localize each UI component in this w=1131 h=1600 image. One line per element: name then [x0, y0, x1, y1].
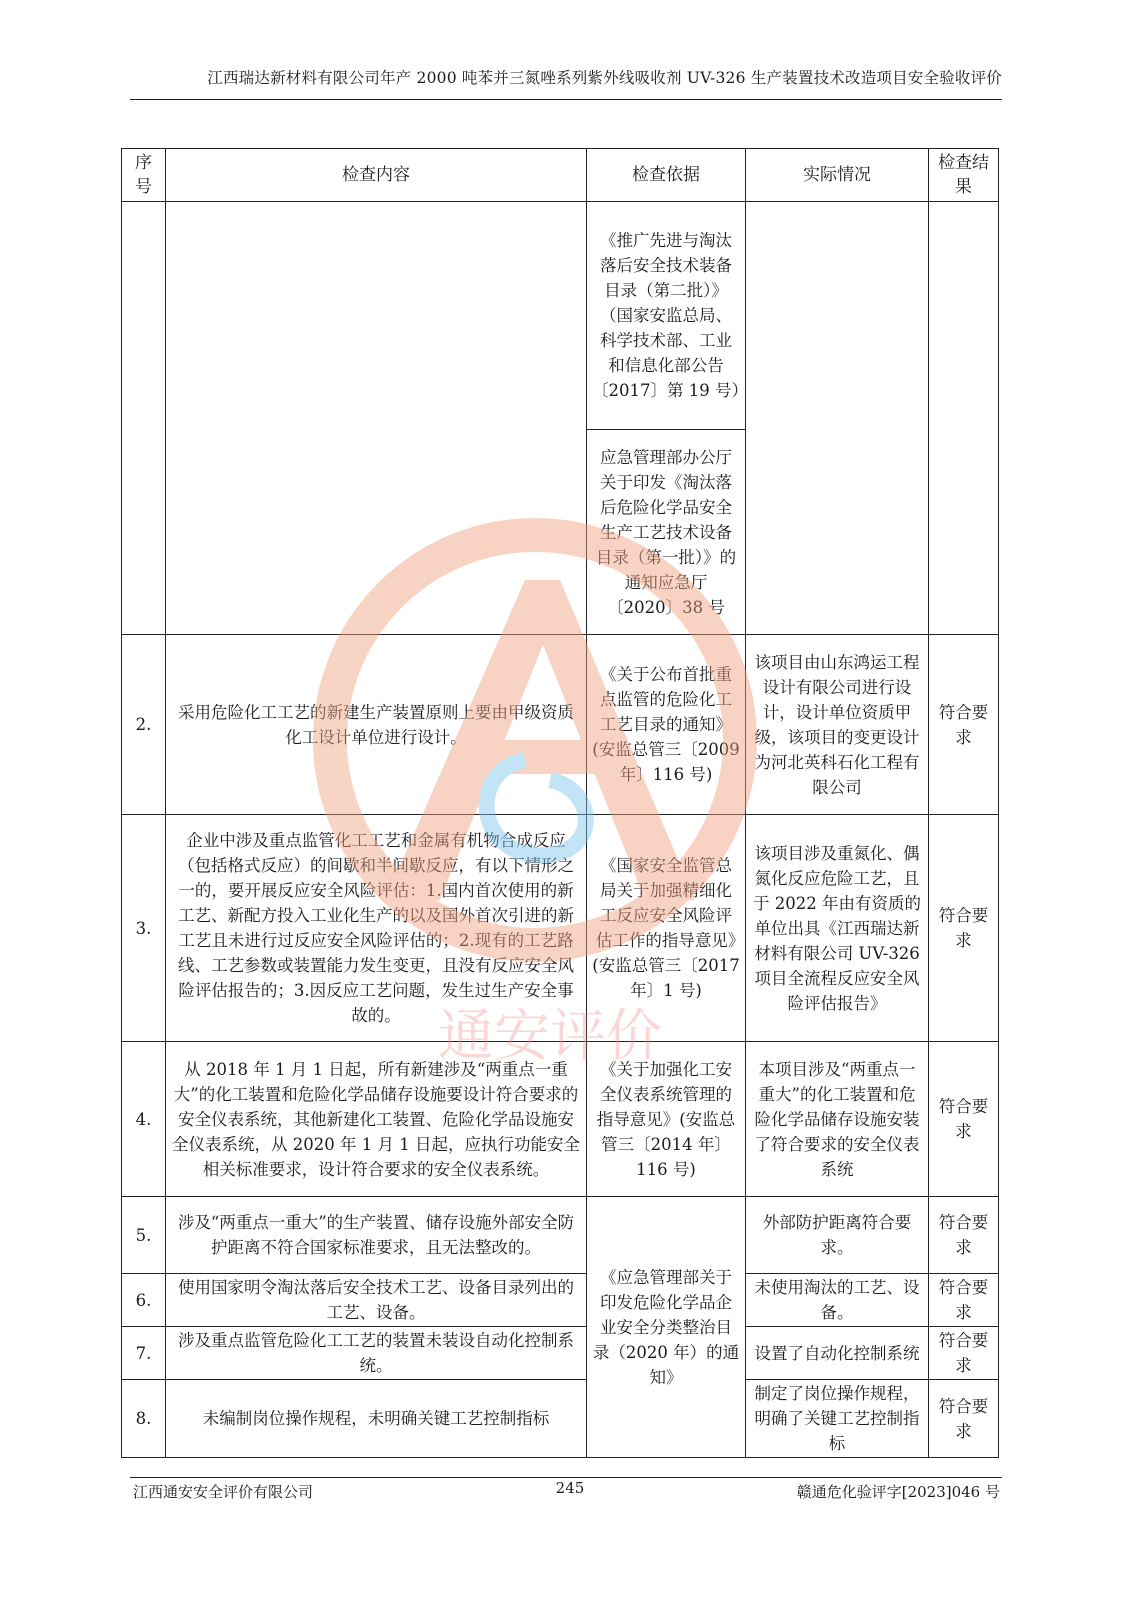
cont-actual-cell — [746, 202, 929, 635]
header-content: 检查内容 — [166, 149, 587, 202]
result-cell: 符合要求 — [929, 1327, 999, 1380]
actual-cell: 制定了岗位操作规程，明确了关键工艺控制指标 — [746, 1380, 929, 1458]
actual-cell: 本项目涉及“两重点一重大”的化工装置和危险化学品储存设施安装了符合要求的安全仪表系统 — [746, 1042, 929, 1197]
actual-cell: 未使用淘汰的工艺、设备。 — [746, 1274, 929, 1327]
table-header-row — [122, 149, 999, 202]
basis-cell: 《关于公布首批重点监管的危险化工工艺目录的通知》(安监总管三〔2009 年〕116 号) — [587, 635, 746, 815]
seq-cell: 2. — [122, 635, 166, 815]
actual-cell: 该项目由山东鸿运工程设计有限公司进行设计，设计单位资质甲级，该项目的变更设计为河北英科石化工程有限公司 — [746, 635, 929, 815]
seq-cell: 7. — [122, 1327, 166, 1380]
basis-cell: 《推广先进与淘汰落后安全技术装备目录（第二批）》（国家安监总局、科学技术部、工业和信息化部公告〔2017〕第 19 号） — [587, 202, 746, 430]
content-cell: 企业中涉及重点监管化工工艺和金属有机物合成反应（包括格式反应）的间歇和半间歇反应，有以下情形之一的，要开展反应安全风险评估：1.国内首次使用的新工艺、新配方投入工业化生产的以及国外首次引进的新工艺且未进行过反应安全风险评估的；2.现有的工艺路线、工艺参数或装置能力发生变更，且没有反应安全风险评估报告的；3.因反应工艺问题，发生过生产安全事故的。 — [166, 815, 587, 1042]
table-row — [122, 1274, 999, 1327]
table-row — [122, 635, 999, 815]
seq-cell: 5. — [122, 1197, 166, 1274]
basis-cell: 《国家安全监管总局关于加强精细化工反应安全风险评估工作的指导意见》(安监总管三〔2017 年〕1 号) — [587, 815, 746, 1042]
result-cell: 符合要求 — [929, 635, 999, 815]
header-basis: 检查依据 — [587, 149, 746, 202]
footer-company: 江西通安安全评价有限公司 — [133, 1483, 314, 1501]
table-row — [122, 815, 999, 1042]
cont-seq-cell — [122, 202, 166, 635]
cont-result-cell — [929, 202, 999, 635]
actual-cell: 外部防护距离符合要求。 — [746, 1197, 929, 1274]
basis-cell: 应急管理部办公厅关于印发《淘汰落后危险化学品安全生产工艺技术设备目录（第一批）》的通知应急厅〔2020〕38 号 — [587, 430, 746, 635]
table-row — [122, 1327, 999, 1380]
shared-basis-cell: 《应急管理部关于印发危险化学品企业安全分类整治目录（2020 年）的通知》 — [587, 1197, 746, 1458]
basis-cell: 《关于加强化工安全仪表系统管理的指导意见》(安监总管三〔2014 年〕116 号) — [587, 1042, 746, 1197]
result-cell: 符合要求 — [929, 1274, 999, 1327]
header-divider — [130, 99, 1002, 100]
watermark-stamp-text: 通安评价 — [438, 1004, 662, 1069]
page-header: 江西瑞达新材料有限公司年产 2000 吨苯并三氮唑系列紫外线吸收剂 UV-326 生产装置技术改造项目安全验收评价 — [207, 69, 1002, 87]
actual-cell: 设置了自动化控制系统 — [746, 1327, 929, 1380]
cont-content-cell — [166, 202, 587, 635]
seq-cell: 3. — [122, 815, 166, 1042]
header-actual: 实际情况 — [746, 149, 929, 202]
content-cell: 涉及“两重点一重大”的生产装置、储存设施外部安全防护距离不符合国家标准要求，且无法整改的。 — [166, 1197, 587, 1274]
table-row — [122, 202, 999, 430]
result-cell: 符合要求 — [929, 815, 999, 1042]
content-cell: 采用危险化工工艺的新建生产装置原则上要由甲级资质化工设计单位进行设计。 — [166, 635, 587, 815]
actual-cell: 该项目涉及重氮化、偶氮化反应危险工艺，且于 2022 年由有资质的单位出具《江西瑞达新材料有限公司 UV-326 项目全流程反应安全风险评估报告》 — [746, 815, 929, 1042]
seq-cell: 6. — [122, 1274, 166, 1327]
content-cell: 未编制岗位操作规程，未明确关键工艺控制指标 — [166, 1380, 587, 1458]
document-number: 赣通危化验评字[2023]046 号 — [796, 1483, 1000, 1501]
content-cell: 使用国家明令淘汰落后安全技术工艺、设备目录列出的工艺、设备。 — [166, 1274, 587, 1327]
footer-divider — [130, 1477, 1002, 1478]
seq-cell: 8. — [122, 1380, 166, 1458]
result-cell: 符合要求 — [929, 1380, 999, 1458]
header-seq: 序号 — [122, 149, 166, 202]
table-row — [122, 1380, 999, 1458]
content-cell: 涉及重点监管危险化工工艺的装置未装设自动化控制系统。 — [166, 1327, 587, 1380]
header-result: 检查结果 — [929, 149, 999, 202]
result-cell: 符合要求 — [929, 1042, 999, 1197]
inspection-table — [121, 148, 999, 1458]
result-cell: 符合要求 — [929, 1197, 999, 1274]
page-number: 245 — [555, 1479, 585, 1497]
seq-cell: 4. — [122, 1042, 166, 1197]
table-row — [122, 1042, 999, 1197]
table-row — [122, 1197, 999, 1274]
content-cell: 从 2018 年 1 月 1 日起，所有新建涉及“两重点一重大”的化工装置和危险化学品储存设施要设计符合要求的安全仪表系统，其他新建化工装置、危险化学品设施安全仪表系统，从 2020 年 1 月 1 日起，应执行功能安全相关标准要求，设计符合要求的安全仪表系统。 — [166, 1042, 587, 1197]
